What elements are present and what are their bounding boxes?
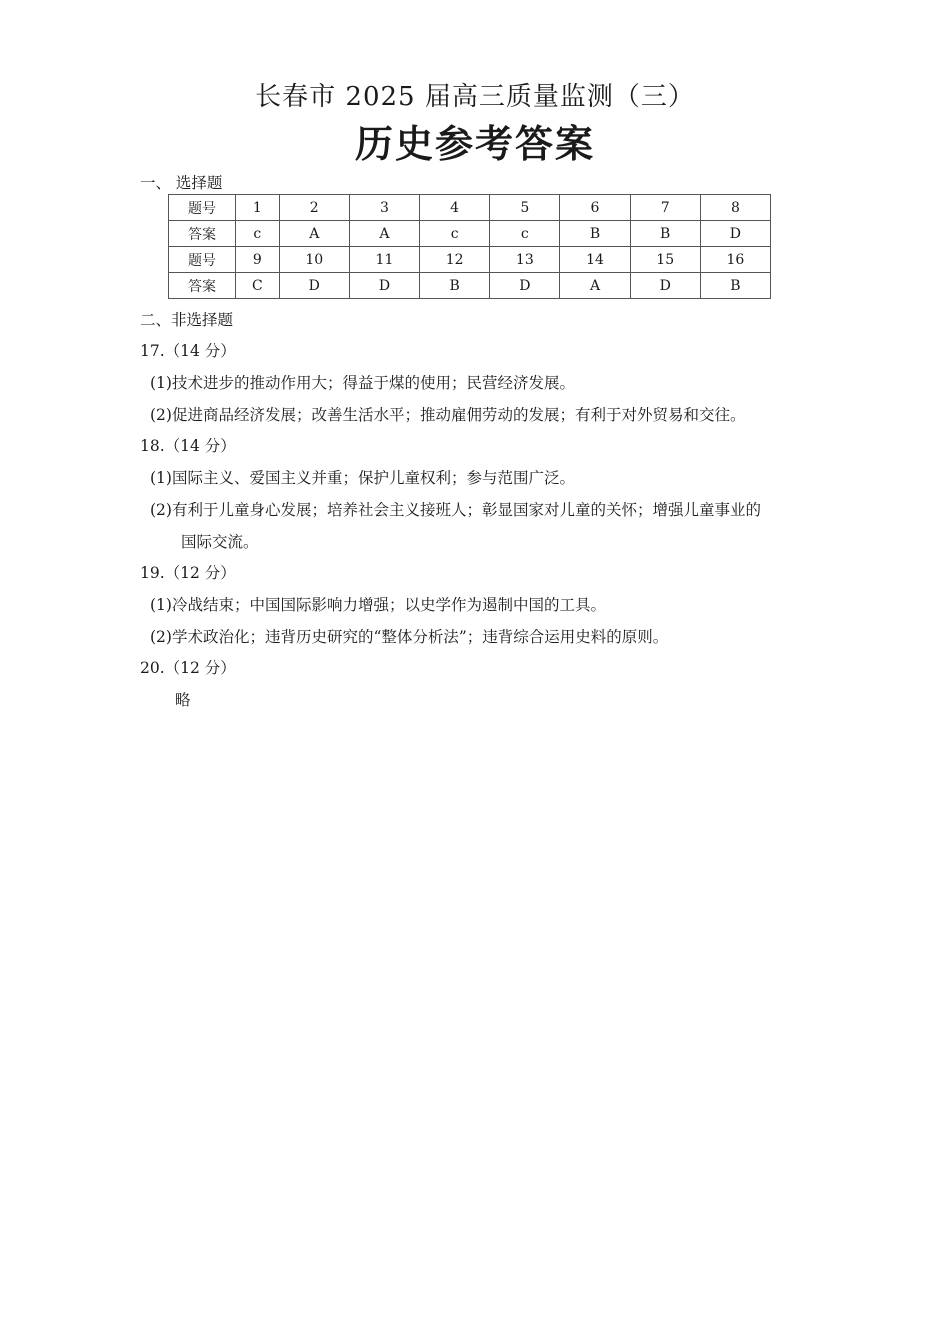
table-cell: D (490, 273, 560, 299)
table-cell: B (420, 273, 490, 299)
table-cell: 14 (560, 247, 630, 273)
table-cell: A (560, 273, 630, 299)
table-row-header: 题号 (169, 195, 236, 221)
q17-answer-1: (1)技术进步的推动作用大；得益于煤的使用；民营经济发展。 (150, 374, 575, 392)
table-cell: B (630, 221, 700, 247)
table-cell: 8 (700, 195, 770, 221)
page-subtitle: 历史参考答案 (354, 122, 595, 166)
table-cell: 4 (420, 195, 490, 221)
table-cell: A (279, 221, 349, 247)
table-cell: B (560, 221, 630, 247)
table-cell: 5 (490, 195, 560, 221)
table-cell: c (236, 221, 280, 247)
page-title: 长春市 2025 届高三质量监测（三） (255, 82, 695, 112)
table-cell: D (279, 273, 349, 299)
table-cell: D (630, 273, 700, 299)
table-cell: D (700, 221, 770, 247)
table-row-header: 答案 (169, 221, 236, 247)
q18-answer-1: (1)国际主义、爱国主义并重；保护儿童权利；参与范围广泛。 (150, 469, 575, 487)
q19-answer-2: (2)学术政治化；违背历史研究的“整体分析法”；违背综合运用史料的原则。 (150, 628, 669, 646)
table-cell: 12 (420, 247, 490, 273)
table-cell: C (236, 273, 280, 299)
table-cell: 1 (236, 195, 280, 221)
table-cell: D (349, 273, 419, 299)
q20-answer: 略 (175, 691, 191, 709)
section-2-label: 二、非选择题 (140, 311, 234, 329)
table-cell: 9 (236, 247, 280, 273)
table-cell: 7 (630, 195, 700, 221)
table-cell: 10 (279, 247, 349, 273)
table-row-header: 题号 (169, 247, 236, 273)
table-cell: 2 (279, 195, 349, 221)
table-cell: 15 (630, 247, 700, 273)
q18-answer-2-continued: 国际交流。 (181, 533, 259, 551)
table-cell: 16 (700, 247, 770, 273)
table-cell: c (490, 221, 560, 247)
q18-heading: 18.（14 分） (140, 437, 236, 455)
table-cell: 11 (349, 247, 419, 273)
q17-answer-2: (2)促进商品经济发展；改善生活水平；推动雇佣劳动的发展；有利于对外贸易和交往。 (150, 406, 746, 424)
table-row (169, 273, 771, 299)
table-cell: B (700, 273, 770, 299)
section-1-label: 一、 选择题 (140, 174, 223, 192)
answer-table (168, 194, 771, 299)
table-cell: 13 (490, 247, 560, 273)
q18-answer-2: (2)有利于儿童身心发展；培养社会主义接班人；彰显国家对儿童的关怀；增强儿童事业的 (150, 501, 761, 519)
table-row (169, 195, 771, 221)
table-row (169, 247, 771, 273)
table-cell: c (420, 221, 490, 247)
table-row-header: 答案 (169, 273, 236, 299)
table-row (169, 221, 771, 247)
table-cell: A (349, 221, 419, 247)
q17-heading: 17.（14 分） (140, 342, 236, 360)
q19-heading: 19.（12 分） (140, 564, 236, 582)
q19-answer-1: (1)冷战结束；中国国际影响力增强；以史学作为遏制中国的工具。 (150, 596, 606, 614)
q20-heading: 20.（12 分） (140, 659, 236, 677)
table-cell: 3 (349, 195, 419, 221)
table-cell: 6 (560, 195, 630, 221)
